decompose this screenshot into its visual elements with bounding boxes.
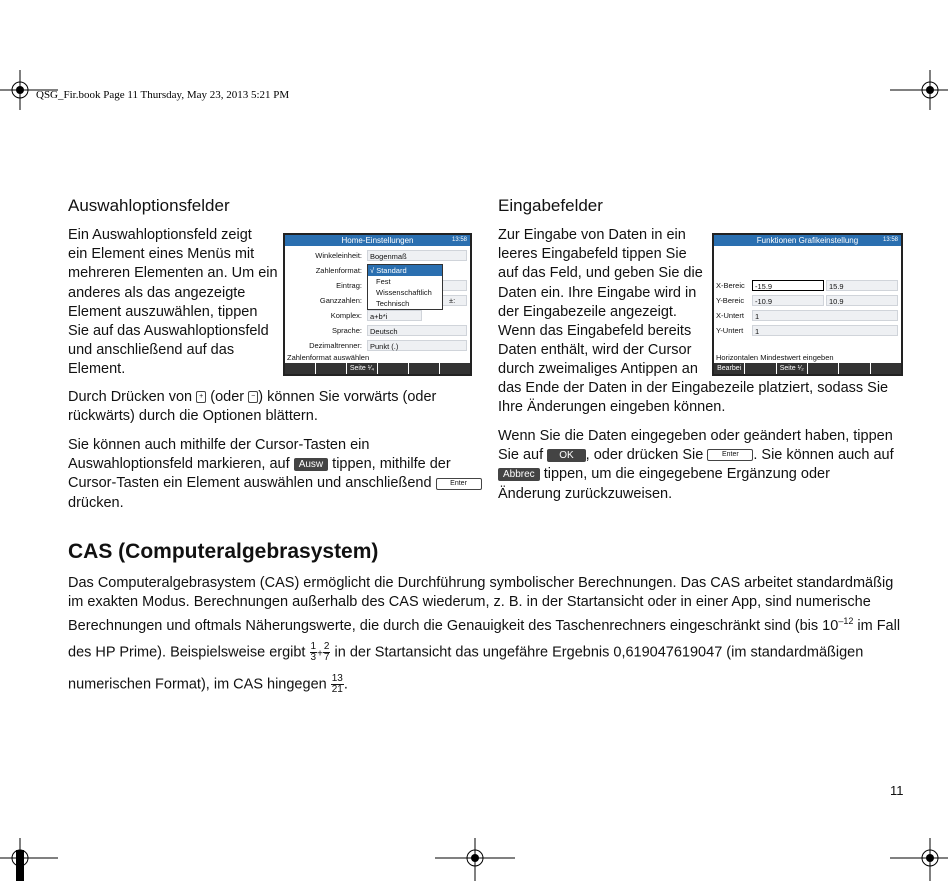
dropdown-item[interactable]: Wissenschaftlich xyxy=(376,288,432,297)
left-paragraph-3 xyxy=(68,436,488,513)
registration-mark-bottom-left xyxy=(0,838,60,881)
soft-key-page[interactable]: Seite ¹⁄₄ xyxy=(347,363,377,374)
text-line: das Ende der Daten in der Eingabezeile platziert, sodass Sie xyxy=(498,380,889,396)
text-line: ein Element eines Menüs mit xyxy=(68,246,255,263)
text-line: leeres Eingabefeld tippen Sie xyxy=(498,246,687,263)
field-label: X-Untert xyxy=(716,311,744,320)
field-label: Eintrag: xyxy=(336,281,362,290)
text-line xyxy=(68,642,938,664)
text-line: Wenn das Eingabefeld bereits xyxy=(498,323,692,340)
left-paragraph-2 xyxy=(68,388,488,426)
registration-mark-top-right xyxy=(890,70,950,110)
key-label: Enter xyxy=(721,451,739,459)
soft-key[interactable] xyxy=(839,363,869,374)
text: . Sie können auch auf xyxy=(753,447,894,464)
y-range-min-field[interactable]: -10.9 xyxy=(752,295,824,306)
text-line: drücken. xyxy=(68,494,124,511)
right-paragraph-1-cont xyxy=(498,379,918,417)
fraction xyxy=(310,642,318,663)
screen-status-text: Horizontalen Mindestwert eingeben xyxy=(716,353,834,362)
decimal-separator-field[interactable]: Punkt (.) xyxy=(367,340,467,351)
field-label: Zahlenformat: xyxy=(315,266,362,275)
text-line: Wenn Sie die Daten eingegeben oder geändert haben, tippen xyxy=(498,428,893,444)
text-line: rückwärts) durch die Optionen blättern. xyxy=(68,408,318,425)
key-label: + xyxy=(199,393,204,401)
page-number: 11 xyxy=(890,783,904,798)
minus-key-icon xyxy=(248,391,258,403)
denominator: 3 xyxy=(310,652,317,664)
field-label: Ganzzahlen: xyxy=(319,296,362,305)
enter-key-icon xyxy=(436,478,482,490)
cas-paragraph xyxy=(68,574,938,695)
exponent: –12 xyxy=(838,616,854,627)
text: ) können Sie vorwärts (oder xyxy=(258,389,437,405)
soft-key-edit[interactable]: Bearbei xyxy=(714,363,744,374)
numerator: 1 xyxy=(310,641,317,653)
field-label: Komplex: xyxy=(330,311,362,320)
text: tippen, mithilfe der xyxy=(332,456,451,473)
text-line: Daten enthält, wird der Cursor xyxy=(498,342,692,359)
soft-key[interactable] xyxy=(440,363,470,374)
field-label: Winkeleinheit: xyxy=(315,251,362,260)
screen-title-bar xyxy=(285,235,470,246)
key-label: − xyxy=(251,393,256,401)
soft-menu-bar xyxy=(285,363,470,374)
right-paragraph-1 xyxy=(498,226,713,380)
right-paragraph-2 xyxy=(498,427,918,504)
text-line: anderes als das angezeigte xyxy=(68,284,246,301)
field-label: Y-Bereic xyxy=(716,296,745,305)
text-line xyxy=(68,388,488,407)
text-line: Element auszuwählen, tippen xyxy=(68,303,258,320)
text: Auswahloptionsfeld markieren, auf xyxy=(68,456,290,473)
text: Durch Drücken von xyxy=(68,389,193,405)
soft-key[interactable] xyxy=(808,363,838,374)
text-line: Ein Auswahloptionsfeld zeigt xyxy=(68,227,252,243)
text-line: und anschließend auf das xyxy=(68,342,235,359)
text-line: Element. xyxy=(68,361,126,378)
text-line: Sie auf das Auswahloptionsfeld xyxy=(68,323,269,340)
text-line: der Eingabezeile angezeigt. xyxy=(498,303,677,320)
soft-key[interactable] xyxy=(316,363,346,374)
screen-clock: 13:58 xyxy=(882,237,898,243)
soft-key[interactable] xyxy=(745,363,775,374)
abbrec-softkey-icon: Abbrec xyxy=(498,468,540,481)
text-line: mehreren Elementen an. Um ein xyxy=(68,265,278,282)
print-header: QSG_Fir.book Page 11 Thursday, May 23, 2013 5:21 PM xyxy=(36,89,290,101)
text-line: Zur Eingabe von Daten in ein xyxy=(498,227,686,243)
text-line: Das Computeralgebrasystem (CAS) ermöglicht die Durchführung symbolischer Berechnungen. Das CAS arbeitet standardmäßig xyxy=(68,575,894,591)
screen-title-bar xyxy=(714,235,901,246)
complex-field[interactable]: a+b*i xyxy=(367,310,422,321)
heading-cas: CAS (Computeralgebrasystem) xyxy=(68,540,379,563)
number-format-dropdown[interactable] xyxy=(367,264,443,310)
language-field[interactable]: Deutsch xyxy=(367,325,467,336)
text-line xyxy=(68,674,938,695)
field-label: X-Bereic xyxy=(716,281,745,290)
plus-sign: + xyxy=(317,648,323,660)
screen-title: Home-Einstellungen xyxy=(341,236,414,245)
left-paragraph-1 xyxy=(68,226,283,380)
dropdown-item[interactable]: Fest xyxy=(376,277,391,286)
soft-key[interactable] xyxy=(871,363,901,374)
ok-softkey-icon: OK xyxy=(547,449,585,462)
x-range-min-field[interactable]: -15.9 xyxy=(752,280,824,291)
text-line: Sie können auch mithilfe der Cursor-Tasten ein xyxy=(68,437,370,453)
text: des HP Prime). Beispielsweise ergibt xyxy=(68,644,306,661)
x-tick-field[interactable]: 1 xyxy=(752,310,898,321)
soft-key[interactable] xyxy=(285,363,315,374)
soft-menu-bar xyxy=(714,363,901,374)
heading-auswahloptionsfelder: Auswahloptionsfelder xyxy=(68,196,230,215)
text: , oder drücken Sie xyxy=(585,447,704,464)
dropdown-item[interactable]: Technisch xyxy=(376,299,410,308)
text: numerischen Format), im CAS hingegen xyxy=(68,676,327,693)
text-line: im exakten Modus. Berechnungen außerhalb des CAS wiederum, z. B. in der Startansicht oder in einer App, sind numerische xyxy=(68,594,871,611)
dropdown-item-selected[interactable]: √ Standard xyxy=(368,265,442,276)
field-label: Y-Untert xyxy=(716,326,744,335)
text-line xyxy=(68,474,488,493)
fraction xyxy=(331,674,344,695)
text: in der Startansicht das ungefähre Ergebnis 0,619047619047 (im standardmäßigen xyxy=(334,644,864,661)
text: . xyxy=(343,676,348,693)
calculator-screen-home-settings xyxy=(283,233,472,376)
numerator: 2 xyxy=(323,641,330,653)
y-tick-field[interactable]: 1 xyxy=(752,325,898,336)
registration-mark-bottom-center xyxy=(435,838,515,881)
text-line: Ihre Änderungen eingeben können. xyxy=(498,399,726,416)
x-range-max-field[interactable]: 15.9 xyxy=(826,280,898,291)
soft-key-page[interactable]: Seite ¹⁄₂ xyxy=(777,363,807,374)
numerator: 13 xyxy=(331,672,343,684)
text-line xyxy=(68,612,938,636)
text-line xyxy=(498,465,918,484)
soft-key[interactable] xyxy=(378,363,408,374)
text: (oder xyxy=(210,389,245,405)
plus-key-icon xyxy=(196,391,206,403)
text: im Fall xyxy=(853,618,901,635)
angle-unit-field[interactable]: Bogenmaß xyxy=(367,250,467,261)
text-line xyxy=(498,446,918,465)
screen-clock: 13:58 xyxy=(451,237,467,243)
heading-eingabefelder: Eingabefelder xyxy=(498,196,603,215)
integers-suffix: ±: xyxy=(449,296,456,305)
fraction xyxy=(323,642,331,663)
y-range-max-field[interactable]: 10.9 xyxy=(826,295,898,306)
field-label: Dezimaltrenner: xyxy=(309,341,362,350)
denominator: 7 xyxy=(323,652,330,664)
screen-status-text: Zahlenformat auswählen xyxy=(287,353,370,362)
screen-title: Funktionen Grafikeinstellung xyxy=(756,236,859,245)
field-label: Sprache: xyxy=(331,326,362,335)
enter-key-icon xyxy=(707,449,753,461)
text-line xyxy=(68,455,488,474)
calculator-screen-plot-setup xyxy=(712,233,903,376)
registration-mark-bottom-right xyxy=(890,838,950,881)
text: Cursor-Tasten ein Element auswählen und anschließend xyxy=(68,475,432,492)
ausw-softkey-icon: Ausw xyxy=(294,458,328,471)
key-label: Enter xyxy=(450,479,467,487)
denominator: 21 xyxy=(331,683,343,695)
text-line: Änderung zurückzuweisen. xyxy=(498,485,673,502)
text-line: auf das Feld, und geben Sie die xyxy=(498,265,703,282)
text: Sie auf xyxy=(498,447,544,464)
soft-key[interactable] xyxy=(409,363,439,374)
text-line: durch zweimaliges Antippen an xyxy=(498,361,698,378)
text: Berechnungen und oftmals Näherungswerte, die durch die Genauigkeit des Taschenrechners eingeschränkt sind (bis 10 xyxy=(68,618,839,635)
text: tippen, um die eingegebene Ergänzung oder xyxy=(543,466,830,483)
text-line: Daten ein. Ihre Eingabe wird in xyxy=(498,284,697,301)
